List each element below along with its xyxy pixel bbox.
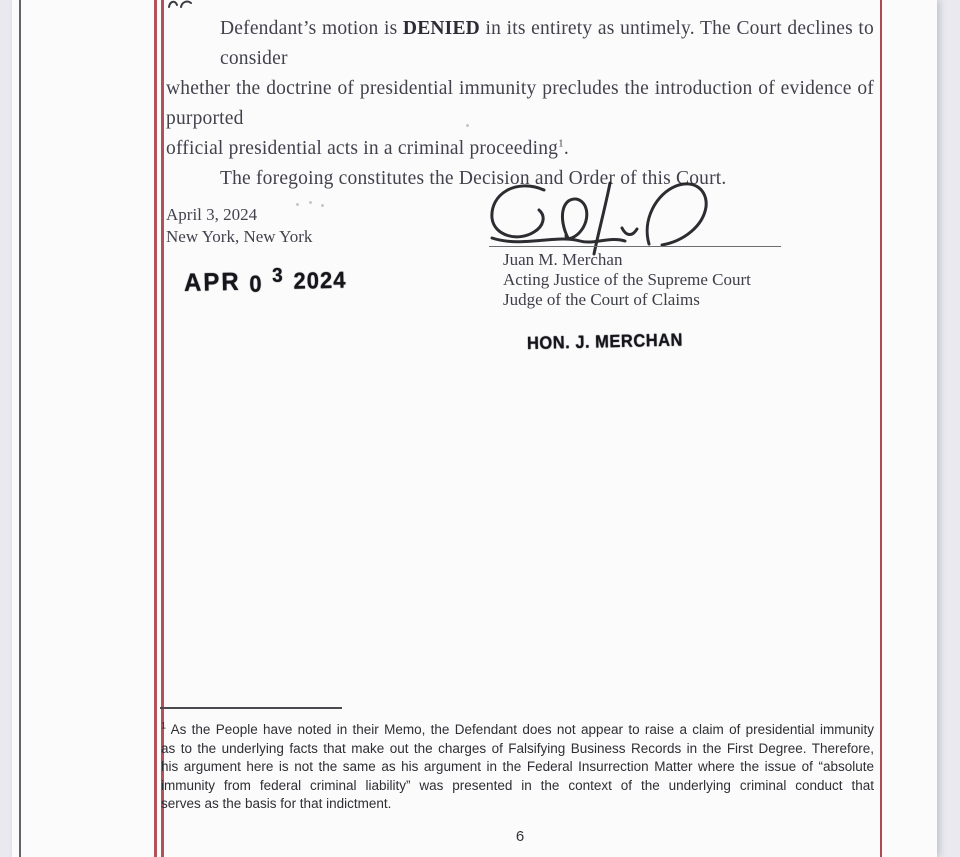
denied-emphasis: DENIED xyxy=(402,18,480,39)
judge-name: Juan M. Merchan xyxy=(503,250,623,269)
footnote-line-1: $^1$ As the People have noted in their Memo, the Defendant does not appear to raise a claim of presidential immunity xyxy=(161,720,874,737)
footnote-line-4: immunity from federal criminal liability” was presented in the context of the underlying criminal conduct that xyxy=(161,777,874,793)
body-line-4: The foregoing constitutes the Decision and Order of this Court. xyxy=(220,168,727,189)
page-edge-line xyxy=(19,0,21,857)
judge-name-stamp: HON. J. MERCHAN xyxy=(526,330,684,354)
body-line-3: official presidential acts in a criminal proceeding$^1$. xyxy=(166,137,569,159)
signature-block xyxy=(503,250,751,310)
footnote-line-3: his argument here is not the same as his argument in the Federal Insurrection Matter where the issue of “absolute xyxy=(161,759,874,774)
scan-speck xyxy=(466,124,469,127)
body-line-1: Defendant’s motion is DENIED in its entirety as untimely. The Court declines to consider xyxy=(220,18,875,69)
right-margin-line xyxy=(880,0,882,857)
left-margin-line-outer xyxy=(154,0,157,857)
footnote-reference: 1 xyxy=(558,137,564,150)
body-line-2: whether the doctrine of presidential immunity precludes the introduction of evidence of purported xyxy=(166,78,874,129)
footnote-separator-line xyxy=(160,707,342,709)
decision-body-text xyxy=(166,14,874,194)
decision-place: New York, New York xyxy=(166,227,313,246)
date-block xyxy=(166,204,312,248)
signature-line xyxy=(489,246,781,247)
judge-title-1: Acting Justice of the Supreme Court xyxy=(503,270,751,289)
decision-date: April 3, 2024 xyxy=(166,205,258,224)
page-top-text-artifact xyxy=(167,0,193,9)
page-number: 6 xyxy=(515,828,525,845)
footnote-line-2: as to the underlying facts that make out the charges of Falsifying Business Records in the First Degree. Therefore, xyxy=(161,740,874,756)
footnote-block xyxy=(161,721,874,814)
judge-signature-scrawl xyxy=(482,178,792,260)
date-received-stamp: APR 0 $^3$ 2024 xyxy=(183,264,347,298)
footnote-line-5: serves as the basis for that indictment. xyxy=(161,796,392,811)
footnote-marker: 1 xyxy=(161,720,167,731)
judge-title-2: Judge of the Court of Claims xyxy=(503,290,700,309)
